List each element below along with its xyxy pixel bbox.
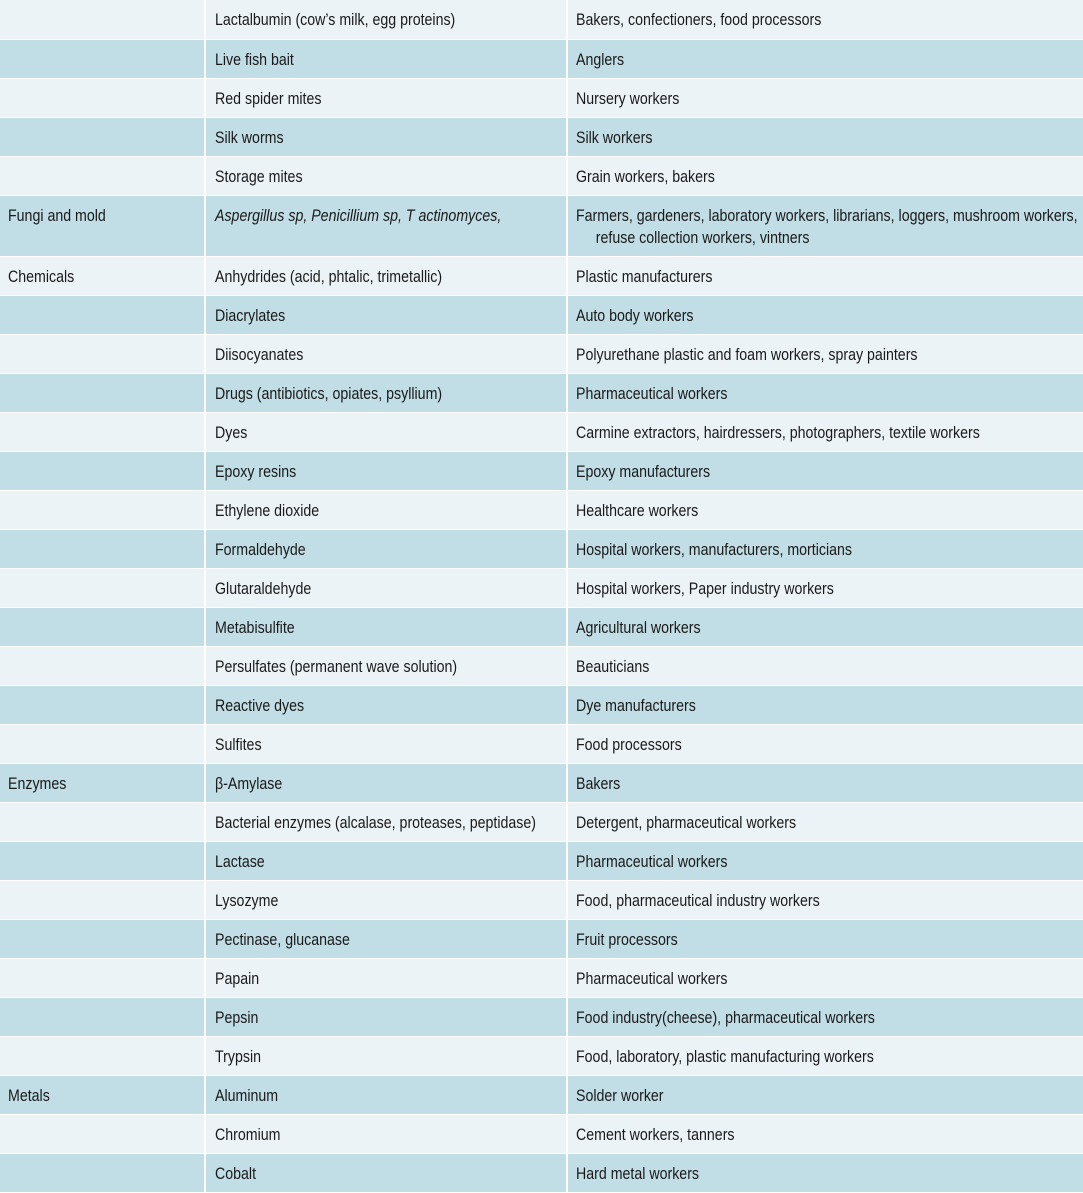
category-cell <box>0 295 205 334</box>
table-row <box>0 919 1083 958</box>
occupation-cell-text: Auto body workers <box>576 306 694 325</box>
agent-cell-text: Aspergillus sp, Penicillium sp, T actinomyces, <box>215 206 502 225</box>
table-row <box>0 39 1083 78</box>
occupation-cell <box>567 763 1083 802</box>
category-cell <box>0 373 205 412</box>
category-cell <box>0 880 205 919</box>
agent-cell-text: Reactive dyes <box>215 696 305 715</box>
category-cell <box>0 412 205 451</box>
table-row <box>0 958 1083 997</box>
agent-cell-text: Lactalbumin (cow’s milk, egg proteins) <box>215 11 456 29</box>
agent-cell <box>205 373 567 412</box>
table-row <box>0 607 1083 646</box>
agent-cell <box>205 1075 567 1114</box>
occupation-cell <box>567 156 1083 195</box>
occupation-cell <box>567 451 1083 490</box>
table-row <box>0 412 1083 451</box>
category-cell <box>0 724 205 763</box>
occupation-cell <box>567 195 1083 256</box>
category-cell <box>0 685 205 724</box>
occupation-cell-text: Anglers <box>576 50 625 69</box>
occupation-cell <box>567 295 1083 334</box>
category-cell <box>0 568 205 607</box>
table-row <box>0 646 1083 685</box>
agent-cell <box>205 646 567 685</box>
occupation-cell-text: Agricultural workers <box>576 618 701 637</box>
agent-cell-text: Storage mites <box>215 167 303 186</box>
occupation-cell-text: Grain workers, bakers <box>576 167 715 186</box>
agent-cell-text: Dyes <box>215 423 248 442</box>
category-cell-text: Metals <box>8 1086 50 1105</box>
table-row <box>0 117 1083 156</box>
agent-cell-text: Trypsin <box>215 1047 261 1066</box>
occupation-cell <box>567 373 1083 412</box>
occupation-cell <box>567 334 1083 373</box>
agent-cell <box>205 763 567 802</box>
category-cell <box>0 607 205 646</box>
category-cell <box>0 451 205 490</box>
table-row <box>0 334 1083 373</box>
table-row <box>0 0 1083 39</box>
occupation-cell-text: Farmers, gardeners, laboratory workers, librarians, loggers, mushroom workers, refuse collection workers, vintners <box>576 206 1078 247</box>
agent-cell <box>205 451 567 490</box>
occupation-cell <box>567 997 1083 1036</box>
table-row <box>0 78 1083 117</box>
table-row <box>0 529 1083 568</box>
agent-cell <box>205 117 567 156</box>
agent-cell-text: Persulfates (permanent wave solution) <box>215 657 458 676</box>
occupation-cell <box>567 1075 1083 1114</box>
agent-cell <box>205 724 567 763</box>
occupation-cell <box>567 607 1083 646</box>
agent-cell <box>205 490 567 529</box>
category-cell-text: Chemicals <box>8 267 75 286</box>
agent-cell-text: Sulfites <box>215 735 262 754</box>
category-cell <box>0 763 205 802</box>
occupation-cell <box>567 117 1083 156</box>
agent-cell-text: Red spider mites <box>215 89 322 108</box>
category-cell-text: Fungi and mold <box>8 206 106 225</box>
category-cell <box>0 1036 205 1075</box>
category-cell <box>0 646 205 685</box>
table-row <box>0 802 1083 841</box>
category-cell-text: Enzymes <box>8 774 67 793</box>
agent-cell-text: Lysozyme <box>215 891 279 910</box>
occupation-cell-text: Fruit processors <box>576 930 678 949</box>
category-cell <box>0 529 205 568</box>
occupation-cell-text: Pharmaceutical workers <box>576 852 728 871</box>
table-row <box>0 451 1083 490</box>
agent-cell-text: Diisocyanates <box>215 345 304 364</box>
table-row <box>0 997 1083 1036</box>
agent-cell-text: Silk worms <box>215 128 284 147</box>
occupation-cell <box>567 0 1083 39</box>
occupation-cell-text: Healthcare workers <box>576 501 699 520</box>
agent-cell <box>205 1153 567 1192</box>
agent-cell-text: Lactase <box>215 852 265 871</box>
occupation-cell <box>567 802 1083 841</box>
occupation-cell-text: Nursery workers <box>576 89 680 108</box>
category-cell <box>0 997 205 1036</box>
agent-cell-text: Pectinase, glucanase <box>215 930 350 949</box>
agent-cell-text: Chromium <box>215 1125 281 1144</box>
agent-cell-text: Glutaraldehyde <box>215 579 312 598</box>
occupation-cell-text: Food, laboratory, plastic manufacturing workers <box>576 1047 874 1066</box>
agent-cell <box>205 529 567 568</box>
occupation-cell <box>567 724 1083 763</box>
agent-cell <box>205 39 567 78</box>
table-row <box>0 1153 1083 1192</box>
occupation-cell <box>567 646 1083 685</box>
occupation-cell-text: Food, pharmaceutical industry workers <box>576 891 820 910</box>
table-row <box>0 724 1083 763</box>
agent-cell <box>205 568 567 607</box>
agent-cell <box>205 256 567 295</box>
category-cell <box>0 919 205 958</box>
agent-cell <box>205 412 567 451</box>
agent-cell-text: Live fish bait <box>215 50 294 69</box>
table-row <box>0 841 1083 880</box>
occupation-cell-text: Hospital workers, Paper industry workers <box>576 579 834 598</box>
agent-cell-text: Metabisulfite <box>215 618 295 637</box>
agent-cell-text: Bacterial enzymes (alcalase, proteases, peptidase) <box>215 813 537 832</box>
table-row <box>0 763 1083 802</box>
occupation-cell-text: Epoxy manufacturers <box>576 462 711 481</box>
category-cell <box>0 841 205 880</box>
agent-cell-text: Pepsin <box>215 1008 259 1027</box>
occupation-cell-text: Carmine extractors, hairdressers, photographers, textile workers <box>576 423 980 442</box>
occupation-cell <box>567 841 1083 880</box>
agent-cell <box>205 802 567 841</box>
agent-cell <box>205 919 567 958</box>
occupation-cell-text: Detergent, pharmaceutical workers <box>576 813 797 832</box>
occupation-cell-text: Dye manufacturers <box>576 696 696 715</box>
agent-cell <box>205 685 567 724</box>
category-cell <box>0 802 205 841</box>
occupation-cell <box>567 1036 1083 1075</box>
agent-cell <box>205 997 567 1036</box>
agent-cell <box>205 156 567 195</box>
agent-cell-text: Epoxy resins <box>215 462 297 481</box>
occupation-cell-text: Plastic manufacturers <box>576 267 713 286</box>
occupation-cell <box>567 529 1083 568</box>
agent-cell-text: Papain <box>215 969 260 988</box>
category-cell <box>0 78 205 117</box>
agent-cell-text: Ethylene dioxide <box>215 501 320 520</box>
agent-cell <box>205 607 567 646</box>
occupation-cell <box>567 958 1083 997</box>
category-cell <box>0 0 205 39</box>
category-cell <box>0 958 205 997</box>
category-cell <box>0 1075 205 1114</box>
occupation-cell <box>567 685 1083 724</box>
occupation-cell <box>567 919 1083 958</box>
category-cell <box>0 1114 205 1153</box>
category-cell <box>0 490 205 529</box>
occupation-cell-text: Solder worker <box>576 1086 664 1105</box>
occupation-cell <box>567 39 1083 78</box>
agent-cell-text: Cobalt <box>215 1164 257 1183</box>
occupation-cell <box>567 568 1083 607</box>
occupation-cell-text: Beauticians <box>576 657 650 676</box>
table-row <box>0 373 1083 412</box>
agent-cell-text: β-Amylase <box>215 774 283 793</box>
occupation-cell <box>567 256 1083 295</box>
table-row <box>0 1114 1083 1153</box>
occupation-cell-text: Bakers, confectioners, food processors <box>576 11 822 29</box>
occupation-cell-text: Pharmaceutical workers <box>576 969 728 988</box>
occupation-cell <box>567 490 1083 529</box>
occupation-cell-text: Hard metal workers <box>576 1164 700 1183</box>
occupation-cell <box>567 1153 1083 1192</box>
occupation-cell-text: Silk workers <box>576 128 653 147</box>
category-cell <box>0 256 205 295</box>
category-cell <box>0 39 205 78</box>
table-row <box>0 880 1083 919</box>
agent-cell-text: Anhydrides (acid, phtalic, trimetallic) <box>215 267 443 286</box>
table-row <box>0 295 1083 334</box>
agent-cell <box>205 295 567 334</box>
table-row <box>0 195 1083 256</box>
occupation-cell <box>567 78 1083 117</box>
agent-cell-text: Formaldehyde <box>215 540 306 559</box>
occupation-cell-text: Bakers <box>576 774 621 793</box>
occupation-cell <box>567 880 1083 919</box>
category-cell <box>0 334 205 373</box>
table-row <box>0 156 1083 195</box>
agent-cell <box>205 0 567 39</box>
agent-cell <box>205 841 567 880</box>
table-row <box>0 568 1083 607</box>
agent-cell-text: Aluminum <box>215 1086 279 1105</box>
agent-cell <box>205 195 567 256</box>
table-row <box>0 685 1083 724</box>
occupation-cell <box>567 1114 1083 1153</box>
occupation-cell-text: Cement workers, tanners <box>576 1125 735 1144</box>
category-cell <box>0 195 205 256</box>
table-row <box>0 490 1083 529</box>
category-cell <box>0 117 205 156</box>
occupation-cell <box>567 412 1083 451</box>
occupation-cell-text: Food processors <box>576 735 682 754</box>
table-row <box>0 1075 1083 1114</box>
agent-cell <box>205 78 567 117</box>
agent-cell <box>205 880 567 919</box>
occupation-cell-text: Pharmaceutical workers <box>576 384 728 403</box>
agent-cell <box>205 1036 567 1075</box>
agent-cell-text: Diacrylates <box>215 306 286 325</box>
table-row <box>0 1036 1083 1075</box>
occupation-cell-text: Hospital workers, manufacturers, morticians <box>576 540 853 559</box>
agent-cell-text: Drugs (antibiotics, opiates, psyllium) <box>215 384 443 403</box>
occupation-cell-text: Polyurethane plastic and foam workers, spray painters <box>576 345 918 364</box>
agent-cell <box>205 334 567 373</box>
table-row <box>0 256 1083 295</box>
category-cell <box>0 1153 205 1192</box>
agent-cell <box>205 958 567 997</box>
agent-cell <box>205 1114 567 1153</box>
category-cell <box>0 156 205 195</box>
occupation-cell-text: Food industry(cheese), pharmaceutical workers <box>576 1008 875 1027</box>
